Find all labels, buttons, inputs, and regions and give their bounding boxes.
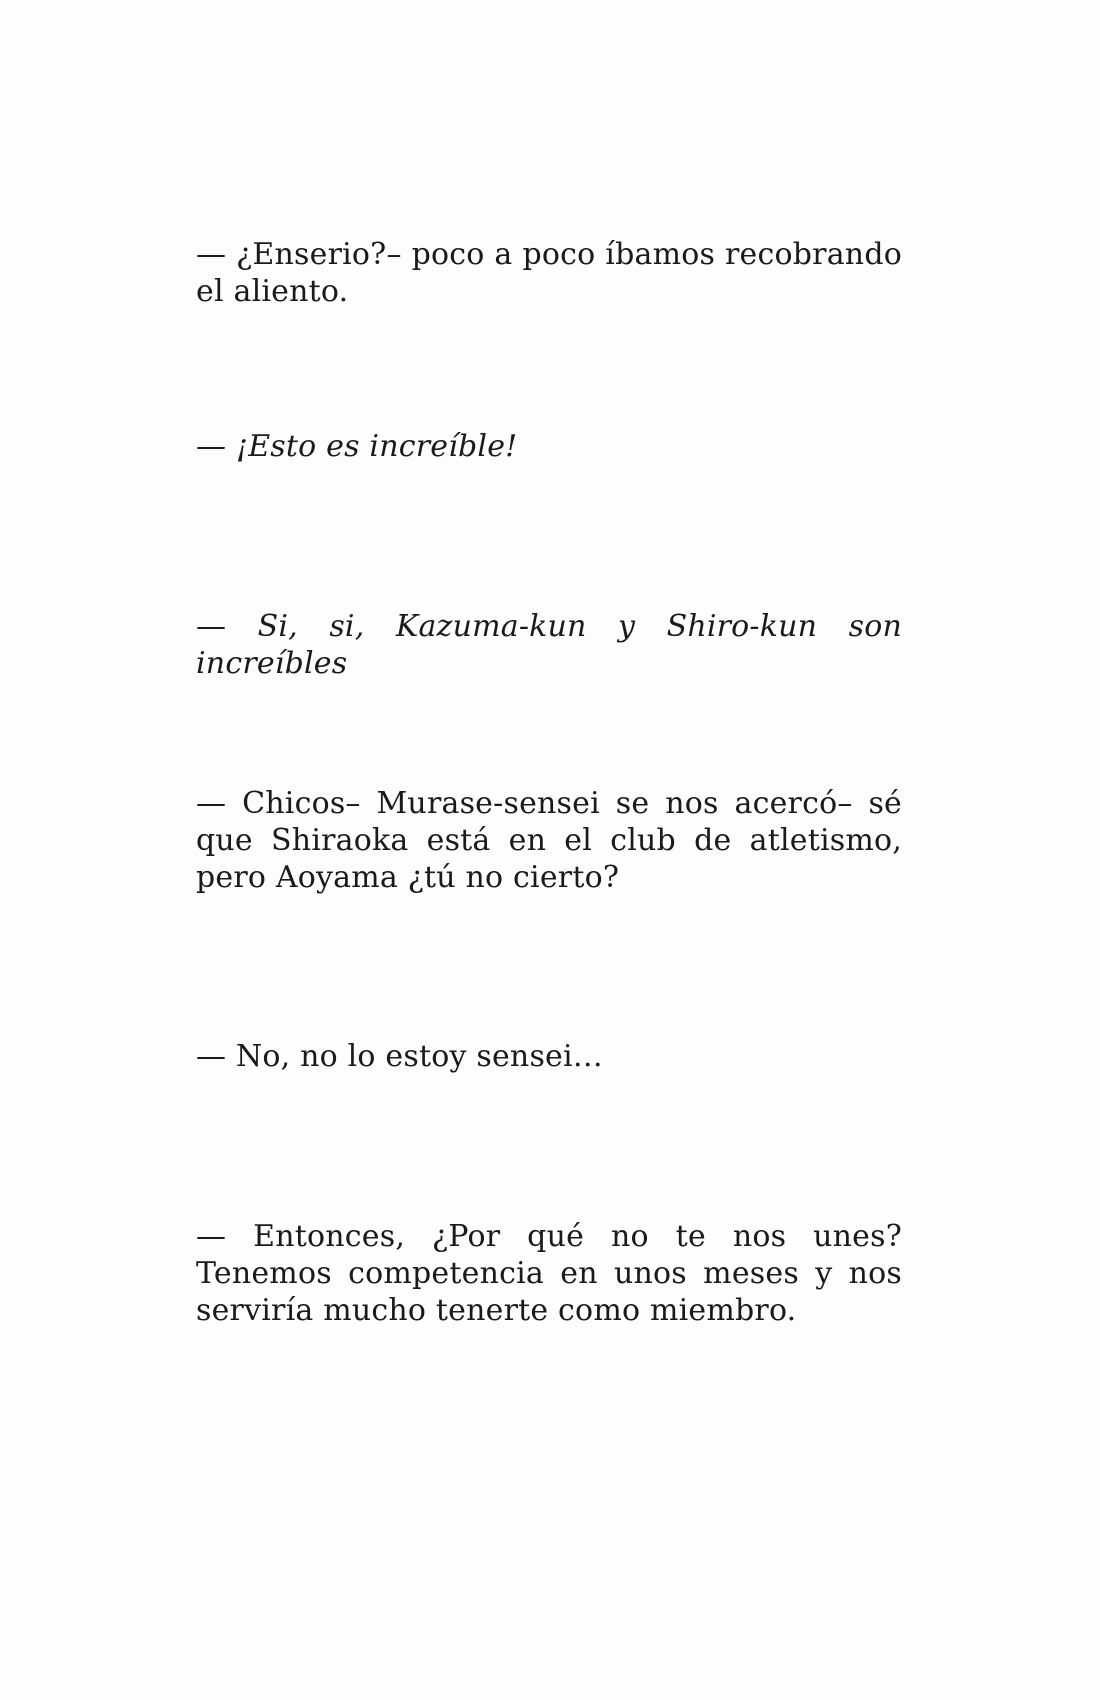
dialogue-paragraph: — No, no lo estoy sensei… [196,1039,603,1074]
dialogue-paragraph: — ¿Enserio?– poco a poco íbamos recobrando el aliento. [196,237,902,309]
dialogue-paragraph: — ¡Esto es increíble! [196,429,518,464]
dialogue-paragraph: — Entonces, ¿Por qué no te nos unes? Tenemos competencia en unos meses y nos serviría mucho tenerte como miembro. [196,1219,902,1328]
dialogue-paragraph: — Chicos– Murase-sensei se nos acercó– sé que Shiraoka está en el club de atletismo, pero Aoyama ¿tú no cierto? [196,786,902,895]
dialogue-paragraph: — Si, si, Kazuma-kun y Shiro-kun son increíbles [196,609,902,681]
